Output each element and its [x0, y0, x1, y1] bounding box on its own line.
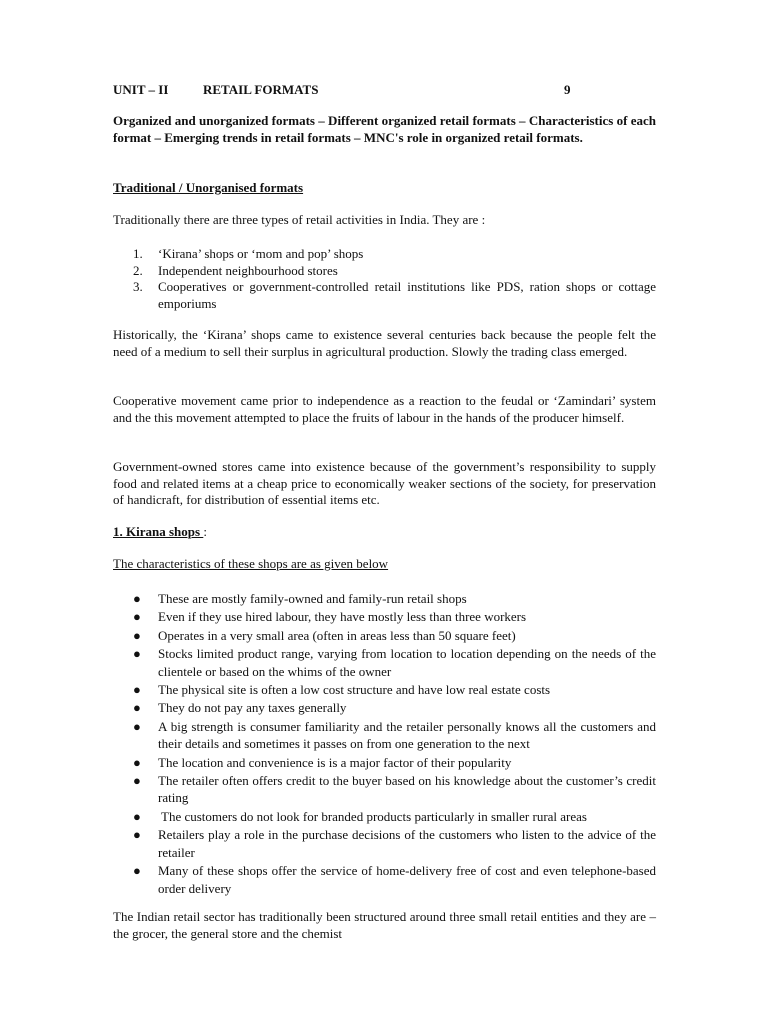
characteristics-subheading: The characteristics of these shops are as given below [113, 556, 389, 571]
history-paragraph: Historically, the ‘Kirana’ shops came to existence several centuries back because the people felt the need of a medium to sell their surplus in agricultural production. Slowly the trading class emerged. [113, 327, 656, 359]
unit-label: UNIT – II [113, 82, 169, 97]
list-item [113, 681, 656, 698]
list-item [113, 699, 656, 716]
list-item [113, 590, 656, 607]
bullet-icon: ● [133, 773, 141, 789]
list-item-text: Retailers play a role in the purchase decisions of the customers who listen to the advice of the retailer [158, 827, 656, 860]
list-item [113, 246, 656, 263]
kirana-heading [113, 524, 656, 541]
intro-paragraph: Traditionally there are three types of retail activities in India. They are : [113, 212, 486, 227]
bullet-icon: ● [133, 646, 141, 662]
list-item-text: ‘Kirana’ shops or ‘mom and pop’ shops [158, 246, 364, 261]
syllabus-paragraph: Organized and unorganized formats – Different organized retail formats – Characteristics of each format – Emerging trends in retail formats – MNC's role in organized retail formats. [113, 113, 656, 145]
list-item-text: Independent neighbourhood stores [158, 262, 338, 278]
bullet-icon: ● [133, 754, 141, 770]
list-number: 3. [133, 279, 143, 294]
list-item-text: Many of these shops offer the service of home-delivery free of cost and even telephone-based order delivery [158, 863, 656, 896]
section-heading: Traditional / Unorganised formats [113, 180, 304, 195]
bullet-icon: ● [133, 808, 141, 824]
list-item [113, 754, 656, 771]
list-item [113, 718, 656, 753]
list-item-text: The physical site is often a low cost structure and have low real estate costs [158, 682, 551, 698]
bullet-icon: ● [133, 863, 141, 879]
bullet-icon: ● [133, 609, 141, 625]
list-item [113, 279, 656, 312]
list-item [113, 772, 656, 807]
list-item-text: A big strength is consumer familiarity and the retailer personally knows all the customers and their details and sometimes it passes on from one generation to the next [158, 718, 656, 752]
bullet-icon: ● [133, 627, 141, 643]
list-item [113, 645, 656, 680]
list-item [113, 862, 656, 897]
list-item-text: The retailer often offers credit to the buyer based on his knowledge about the customer’s credit rating [158, 773, 656, 806]
page-number: 9 [564, 82, 571, 97]
bullet-icon: ● [133, 682, 141, 698]
list-item-text: The location and convenience is is a major factor of their popularity [158, 754, 512, 770]
list-item-text: These are mostly family-owned and family-run retail shops [158, 591, 467, 606]
list-item [113, 826, 656, 861]
kirana-characteristics-list [113, 590, 656, 898]
list-item [113, 263, 656, 280]
closing-paragraph: The Indian retail sector has traditionally been structured around three small retail entities and they are – the grocer, the general store and the chemist [113, 909, 656, 941]
bullet-icon: ● [133, 718, 141, 734]
unit-header [113, 82, 656, 100]
list-item-text: Operates in a very small area (often in areas less than 50 square feet) [158, 627, 516, 643]
list-item-text: They do not pay any taxes generally [158, 700, 347, 716]
list-number: 2. [133, 262, 143, 278]
government-paragraph: Government-owned stores came into existence because of the government’s responsibility to supply food and related items at a cheap price to economically weaker sections of the society, for preservation of handicraft, for distribution of essential items etc. [113, 459, 656, 507]
list-item-text: Even if they use hired labour, they have mostly less than three workers [158, 609, 527, 625]
list-item-text: Cooperatives or government-controlled retail institutions like PDS, ration shops or cottage emporiums [158, 279, 656, 311]
list-item-text: Stocks limited product range, varying from location to location depending on the needs of the clientele or based on the whims of the owner [158, 646, 656, 679]
kirana-heading-text: 1. Kirana shops [113, 524, 204, 539]
bullet-icon: ● [133, 827, 141, 843]
bullet-icon: ● [133, 700, 141, 716]
list-item-text: The customers do not look for branded products particularly in smaller rural areas [158, 808, 587, 824]
retail-types-list [113, 246, 656, 312]
unit-title: RETAIL FORMATS [203, 82, 319, 97]
kirana-heading-colon: : [203, 524, 207, 539]
list-number: 1. [133, 246, 143, 261]
bullet-icon: ● [133, 591, 141, 606]
list-item [113, 627, 656, 644]
list-item [113, 808, 656, 825]
list-item [113, 608, 656, 625]
cooperative-paragraph: Cooperative movement came prior to independence as a reaction to the feudal or ‘Zamindari’ system and the this movement attempted to place the fruits of labour in the hands of the producer himself. [113, 393, 656, 425]
